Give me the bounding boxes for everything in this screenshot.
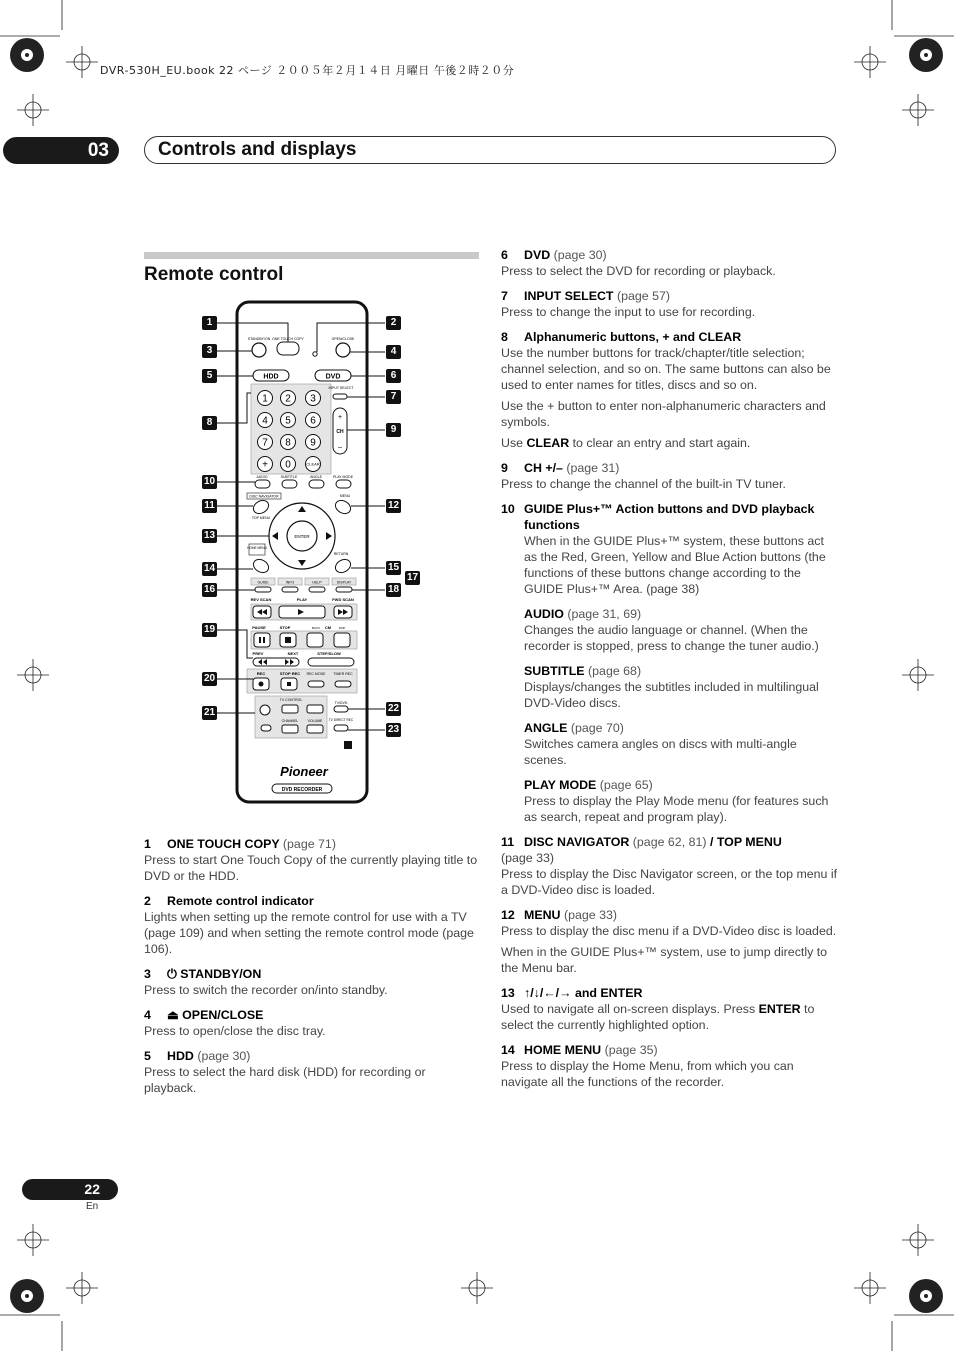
svg-text:ANGLE: ANGLE [310, 475, 322, 479]
key-label-4: 5 [285, 415, 291, 427]
svg-text:NEXT: NEXT [287, 651, 299, 656]
svg-text:REV SCAN: REV SCAN [250, 597, 272, 602]
chapter-number: 03 [3, 137, 119, 164]
svg-text:TIMER REC: TIMER REC [333, 672, 353, 676]
item-3: 3 ⏻ STANDBY/ON Press to switch the recorder on/into standby. [144, 967, 388, 997]
svg-text:VOLUME: VOLUME [307, 719, 323, 723]
svg-text:HOME MENU: HOME MENU [247, 546, 267, 550]
callout-19: 19 [203, 624, 216, 635]
key-label-6: 7 [262, 437, 268, 449]
svg-text:PLAY MODE: PLAY MODE [332, 475, 354, 479]
item-14: 14 HOME MENU (page 35) Press to display the Home Menu, from which you can navigate all the functions of the recorder. [501, 1043, 794, 1089]
sub-angle: ANGLE (page 70) Switches camera angles on discs with multi-angle scenes. [524, 721, 797, 767]
key-label-1: 2 [285, 393, 291, 405]
svg-text:TV CONTROL: TV CONTROL [279, 698, 303, 702]
open-close-button [336, 343, 350, 357]
item-5: 5 HDD (page 30) Press to select the hard disk (HDD) for recording or playback. [144, 1049, 426, 1095]
page-language: En [86, 1201, 99, 1212]
key-label-7: 8 [285, 437, 291, 449]
svg-text:STEP/SLOW: STEP/SLOW [317, 651, 341, 656]
callout-13: 13 [203, 530, 216, 541]
item-9: 9 CH +/– (page 31) Press to change the channel of the built-in TV tuner. [501, 461, 786, 491]
sub-audio: AUDIO (page 31, 69) Changes the audio language or channel. (When the recorder is stopped, press to change the tuner audio.) [524, 607, 819, 653]
svg-text:CHANNEL: CHANNEL [281, 719, 299, 723]
svg-text:BACK: BACK [311, 626, 321, 630]
svg-text:SKIP: SKIP [338, 626, 346, 630]
svg-text:PAUSE: PAUSE [252, 625, 266, 630]
callout-21: 21 [203, 707, 216, 718]
key-label-10: 0 [285, 459, 291, 471]
callout-9: 9 [386, 423, 401, 437]
right-column [501, 247, 839, 1099]
svg-text:TOP MENU: TOP MENU [251, 516, 271, 520]
key-label-11: CLEAR [306, 461, 320, 467]
callout-8: 8 [202, 416, 217, 430]
callout-14: 14 [203, 563, 216, 574]
svg-text:HELP: HELP [312, 580, 322, 585]
svg-text:PLAY: PLAY [296, 597, 308, 602]
svg-text:INPUT SELECT: INPUT SELECT [328, 386, 354, 390]
item-10: 10 GUIDE Plus+™ Action buttons and DVD playback functions When in the GUIDE Plus+™ system, these buttons act as the Red, Green, Yellow and Blue Action buttons (the functions of these buttons change according to the GUIDE Plus+™ Area. (page 38) AUDIO (page 31, 69) Changes the audio language or channel. (When the recorder is stopped, press to change the tuner audio.) SUBTITLE (page 68) Displays/changes the subtitles included in multilingual DVD-Video discs. ANGLE (page 70) Switches camera angles on discs with multi-angle scenes. PLAY MODE (page 65) Press to display the Play Mode menu (for features such as search, repeat and program play). [501, 501, 839, 825]
svg-text:STANDBY/ON: STANDBY/ON [247, 337, 271, 341]
svg-text:STOP REC: STOP REC [279, 671, 301, 676]
eject-icon: ⏏ [167, 1008, 179, 1022]
key-label-5: 6 [310, 415, 316, 427]
callout-10: 10 [203, 476, 216, 487]
callout-18: 18 [387, 584, 400, 595]
callout-7: 7 [386, 390, 401, 404]
item-2: 2 Remote control indicator Lights when setting up the remote control for use with a TV (page 109) and when setting the remote control mode (page 106). [144, 894, 474, 956]
svg-text:PREV: PREV [252, 651, 264, 656]
svg-text:INFO: INFO [285, 580, 295, 585]
svg-text:STOP: STOP [279, 625, 291, 630]
svg-text:TV/DVD: TV/DVD [334, 701, 348, 705]
left-column [144, 836, 480, 1105]
svg-text:CM: CM [324, 625, 332, 630]
svg-text:OPEN/CLOSE: OPEN/CLOSE [331, 337, 355, 341]
key-label-2: 3 [310, 393, 316, 405]
svg-text:RETURN: RETURN [333, 552, 349, 556]
section-rule [144, 252, 479, 259]
svg-text:DISC NAVIGATOR: DISC NAVIGATOR [249, 494, 279, 499]
cm-skip-button [334, 633, 350, 647]
item-4: 4 ⏏ OPEN/CLOSE Press to open/close the disc tray. [144, 1008, 326, 1038]
svg-text:DISPLAY: DISPLAY [336, 580, 352, 585]
callout-2: 2 [386, 316, 401, 330]
svg-text:GUIDE: GUIDE [257, 580, 269, 585]
svg-text:FWD SCAN: FWD SCAN [332, 597, 354, 602]
item-7: 7 INPUT SELECT (page 57) Press to change the input to use for recording. [501, 289, 756, 319]
cm-back-button [307, 633, 323, 647]
key-label-0: 1 [262, 393, 268, 405]
item-12: 12 MENU (page 33) Press to display the disc menu if a DVD-Video disc is loaded. When in the GUIDE Plus+™ system, use to jump directly to the Menu bar. [501, 908, 837, 975]
svg-text:DVD RECORDER: DVD RECORDER [281, 787, 323, 793]
section-title: Remote control [144, 264, 284, 285]
callout-12: 12 [387, 500, 400, 511]
item-6: 6 DVD (page 30) Press to select the DVD for recording or playback. [501, 248, 776, 278]
item-1: 1 ONE TOUCH COPY (page 71) Press to start One Touch Copy of the currently playing title to DVD or the HDD. [144, 837, 478, 883]
pioneer-logo: Pioneer [280, 764, 328, 779]
callout-3: 3 [202, 344, 217, 358]
item-8: 8 Alphanumeric buttons, + and CLEAR Use the number buttons for track/chapter/title selection; channel selection, and so on. The same buttons can also be used to enter names for titles, discs and so on. Use the + button to enter non-alphanumeric characters and symbols. Use CLEAR to clear an entry and start again. [501, 330, 831, 450]
key-label-9: + [262, 459, 268, 471]
pause-button [254, 633, 270, 647]
input-select-button [333, 394, 347, 399]
remote-indicator [313, 352, 317, 356]
svg-text:REC: REC [256, 671, 266, 676]
callout-15: 15 [387, 562, 400, 573]
standby-icon: ⏻ [167, 967, 177, 981]
callout-6: 6 [386, 369, 401, 383]
page-number: 22 [22, 1179, 118, 1200]
svg-text:+: + [337, 414, 343, 421]
key-label-3: 4 [262, 415, 268, 427]
callout-16: 16 [203, 584, 216, 595]
callout-20: 20 [203, 673, 216, 684]
callout-1: 1 [202, 316, 217, 330]
svg-text:–: – [338, 444, 342, 451]
svg-text:TV DIRECT REC: TV DIRECT REC [328, 718, 354, 722]
svg-text:AUDIO: AUDIO [256, 475, 268, 479]
sub-play-mode: PLAY MODE (page 65) Press to display the Play Mode menu (for features such as search, repeat and program play). [524, 778, 829, 824]
svg-text:ONE TOUCH COPY: ONE TOUCH COPY [272, 337, 304, 341]
chapter-title: Controls and displays [144, 136, 836, 164]
svg-text:ENTER: ENTER [294, 534, 310, 539]
item-11: 11 DISC NAVIGATOR (page 62, 81) / TOP MENU (page 33) Press to display the Disc Navigator screen, or the top menu if a DVD-Video disc is loaded. [501, 835, 838, 897]
callout-4: 4 [386, 345, 401, 359]
svg-text:SUBTITLE: SUBTITLE [280, 475, 298, 479]
svg-text:HDD: HDD [263, 373, 279, 381]
item-13: 13 ↑/↓/←/→ and ENTER Used to navigate all on-screen displays. Press ENTER to select the currently highlighted option. [501, 986, 815, 1032]
crop-line-text: DVR-530H_EU.book 22 ページ ２００５年２月１４日 月曜日 午後２時２０分 [100, 64, 515, 77]
callout-5: 5 [202, 369, 217, 383]
key-label-8: 9 [310, 437, 316, 449]
svg-text:DVD: DVD [325, 373, 341, 381]
svg-text:REC MODE: REC MODE [306, 672, 326, 676]
sub-subtitle: SUBTITLE (page 68) Displays/changes the subtitles included in multilingual DVD-Video discs. [524, 664, 819, 710]
svg-text:CH: CH [336, 429, 344, 435]
callout-11: 11 [202, 499, 217, 513]
svg-text:MENU: MENU [339, 494, 351, 498]
callout-22: 22 [387, 703, 400, 714]
callout-17: 17 [406, 572, 419, 583]
standby-button [252, 343, 266, 357]
one-touch-copy-button [277, 342, 299, 355]
callout-23: 23 [387, 724, 400, 735]
